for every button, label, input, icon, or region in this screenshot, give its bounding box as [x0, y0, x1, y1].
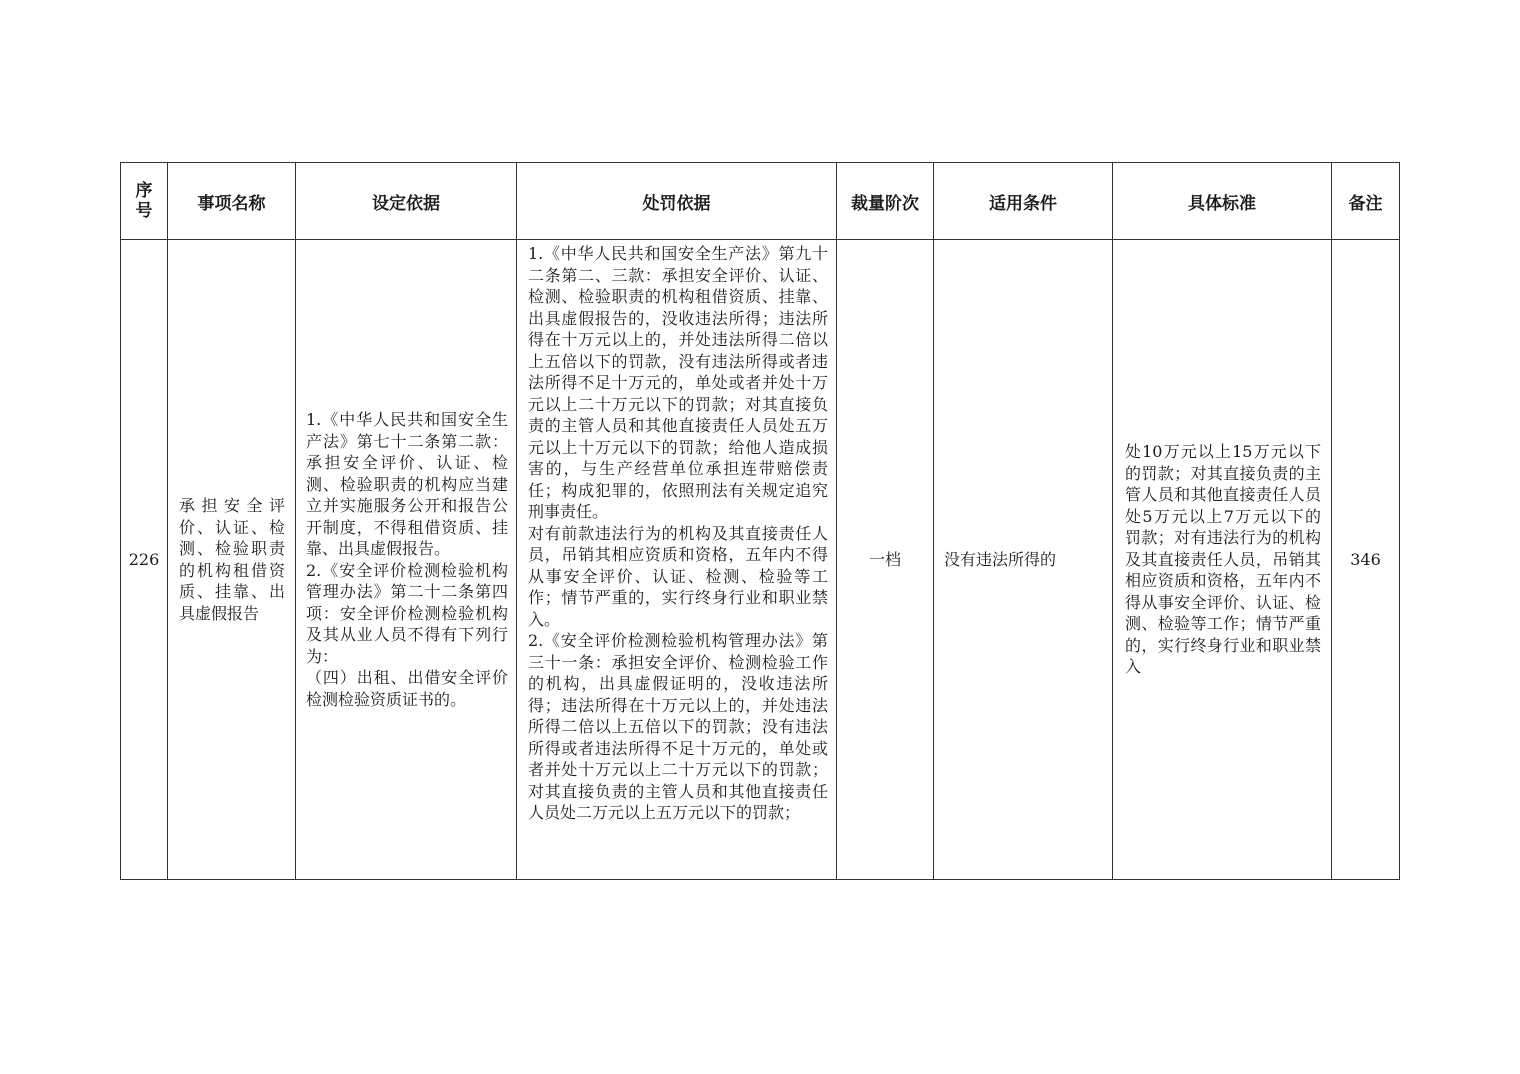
cell-applicable-condition: 没有违法所得的 [934, 240, 1113, 880]
cell-setting-basis [296, 240, 517, 880]
cell-penalty-basis [517, 240, 837, 880]
penalty-line: 2.《安全评价检测检验机构管理办法》第三十一条：承担安全评价、检测检验工作的机构，出具虚假证明的，没收违法所得；违法所得在十万元以上的，并处违法所得二倍以上五倍以下的罚款；没有违法所得或者违法所得不足十万元的，单处或者并处十万元以上二十万元以下的罚款；对其直接负责的主管人员和其他直接责任人员处二万元以上五万元以下的罚款； [528, 631, 828, 822]
header-note: 备注 [1332, 163, 1400, 240]
cell-seq: 226 [121, 240, 168, 880]
cell-specific-standard: 处10万元以上15万元以下的罚款；对其直接负责的主管人员和其他直接责任人员处5万元以上7万元以下的罚款；对有违法行为的机构及其直接责任人员，吊销其相应资质和资格，五年内不得从事安全评价、认证、检测、检验等工作；情节严重的，实行终身行业和职业禁入 [1113, 240, 1332, 880]
basis-line: （四）出租、出借安全评价检测检验资质证书的。 [306, 668, 508, 709]
header-standard: 具体标准 [1113, 163, 1332, 240]
header-seq: 序号 [121, 163, 168, 240]
header-condition: 适用条件 [934, 163, 1113, 240]
header-penalty: 处罚依据 [517, 163, 837, 240]
cell-discretion-level: 一档 [837, 240, 934, 880]
penalty-standard-table [120, 162, 1400, 880]
penalty-line: 1.《中华人民共和国安全生产法》第九十二条第二、三款：承担安全评价、认证、检测、检验职责的机构租借资质、挂靠、出具虚假报告的，没收违法所得；违法所得在十万元以上的，并处违法所得二倍以上五倍以下的罚款，没有违法所得或者违法所得不足十万元的，单处或者并处十万元以上二十万元以下的罚款；对其直接负责的主管人员和其他直接责任人员处五万元以上十万元以下的罚款；给他人造成损害的，与生产经营单位承担连带赔偿责任；构成犯罪的，依照刑法有关规定追究刑事责任。 [528, 244, 828, 521]
header-level: 裁量阶次 [837, 163, 934, 240]
header-name: 事项名称 [168, 163, 296, 240]
cell-note: 346 [1332, 240, 1400, 880]
penalty-line: 对有前款违法行为的机构及其直接责任人员，吊销其相应资质和资格，五年内不得从事安全评价、认证、检测、检验等工作；情节严重的，实行终身行业和职业禁入。 [528, 523, 828, 629]
header-row [121, 163, 1400, 240]
basis-line: 1.《中华人民共和国安全生产法》第七十二条第二款：承担安全评价、认证、检测、检验职责的机构应当建立并实施服务公开和报告公开制度，不得租借资质、挂靠、出具虚假报告。 [306, 410, 508, 558]
cell-item-name: 承担安全评价、认证、检测、检验职责的机构租借资质、挂靠、出具虚假报告 [168, 240, 296, 880]
basis-line: 2.《安全评价检测检验机构管理办法》第二十二条第四项：安全评价检测检验机构及其从业人员不得有下列行为： [306, 560, 508, 666]
header-basis: 设定依据 [296, 163, 517, 240]
table-row [121, 240, 1400, 880]
